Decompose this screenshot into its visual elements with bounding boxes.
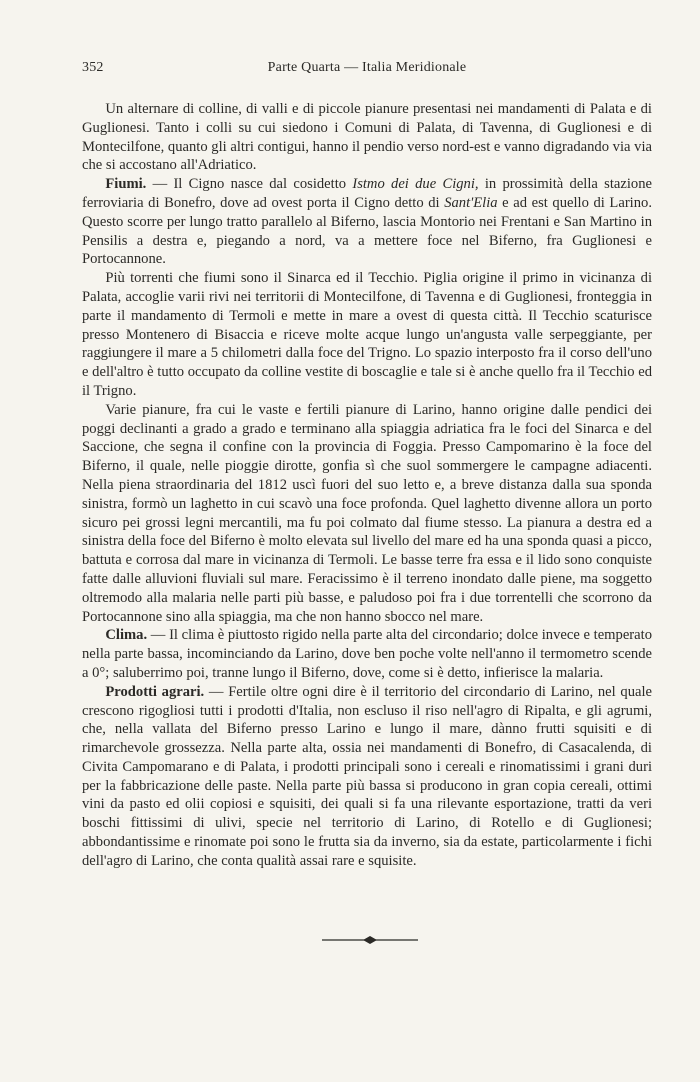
section-heading-clima: Clima. xyxy=(105,627,148,644)
body-text xyxy=(82,100,652,871)
paragraph-text: in prossimità della stazione ferroviaria di Bonefro, dove ad ovest porta il Cigno detto di xyxy=(82,176,652,211)
paragraph-rivers xyxy=(82,175,652,269)
section-heading-prodotti-agrari: Prodotti agrari. xyxy=(105,683,205,700)
paragraph-text: — Il clima è piuttosto rigido nella parte alta del circondario; dolce invece e temperato nella parte bassa, incominciando da Larino, dove ben poche volte nell'anno il termometro scende a 0°; saluberrimo poi, tranne lungo il Biferno, dove, come si è detto, infierisce la malaria. xyxy=(82,627,652,681)
paragraph-text: Più torrenti che fiumi sono il Sinarca ed il Tecchio. Piglia origine il primo in vicinanza di Palata, accoglie varii rivi nei territorii di Montecilfone, di Tavenna e di Guglionesi, fronteggia in parte il mandamento di Termoli e mette in mare a ovest di questa città. Il Tecchio scaturisce presso Montenero di Bisaccia e riceve molte acque lungo un'angusta valle serpeggiante, per raggiungere il mare a 5 chilometri dalla foce del Trigno. Lo spazio interposto fra il corso dell'uno e dell'altro è tutto occupato da colline vestite di boscaglie e tale si è anche quello fra il Tecchio ed il Trigno. xyxy=(82,270,652,399)
paragraph-text: e ad est quello di Larino. Questo scorre per lungo tratto parallelo al Biferno, lascia Montorio nei Frentani e San Martino in Pensilis a destra e, piegando a nord, va a mettere foce nel Biferno, fra Guglionesi e Portocannone. xyxy=(82,194,652,268)
section-end-ornament xyxy=(322,935,418,945)
paragraph-text: Un alternare di colline, di valli e di piccole pianure presentasi nei mandamenti di Palata e di Guglionesi. Tanto i colli su cui siedono i Comuni di Palata, di Tavenna, di Guglionesi e di Montecilfone, quanto gli altri contigui, hanno il pendio verso nord-est e vanno digradando via via che si accostano all'Adriatico. xyxy=(82,101,652,174)
paragraph-climate xyxy=(82,626,652,682)
paragraph-plains xyxy=(82,401,652,627)
paragraph-hills xyxy=(82,100,652,175)
paragraph-agriculture xyxy=(82,683,652,871)
section-heading-fiumi: Fiumi. xyxy=(105,176,147,193)
italic-term: Istmo dei due Cigni, xyxy=(352,176,479,193)
paragraph-text: — Il Cigno nasce dal cosidetto xyxy=(146,176,353,193)
paragraph-torrents xyxy=(82,269,652,401)
italic-term: Sant'Elia xyxy=(444,194,498,211)
paragraph-text: — Fertile oltre ogni dire è il territorio del circondario di Larino, nel quale crescono rigogliosi tutti i prodotti d'Italia, non escluso il riso nell'agro di Ripalta, e gli agrumi, che, nella vallata del Biferno presso Larino e lungo il mare, dànno frutti squisiti e di rimarchevole grossezza. Nella parte alta, ossia nei mandamenti di Bonefro, di Casacalenda, di Civita Campomarano e di Palata, i prodotti principali sono i cereali e rinomatissimi i grani duri per la fabbricazione delle paste. Nella parte più bassa si producono in gran copia cereali, ottimi vini da pasto ed olii copiosi e squisiti, dei quali si fa una rilevante esportazione, tratti da veri boschi fittissimi di ulivi, specie nel territorio di Larino, di Rotello e di Guglionesi; abbondantissime e rinomate poi sono le frutta sia da inverno, sia da estate, particolarmente i fichi dell'agro di Larino, che conta qualità assai rare e squisite. xyxy=(82,683,652,869)
paragraph-text: Varie pianure, fra cui le vaste e fertili pianure di Larino, hanno origine dalle pendici dei poggi declinanti a grado a grado e terminano alla spiaggia adriatica fra le foci del Sinarca e del Saccione, che segna il confine con la provincia di Foggia. Presso Campomarino è la foce del Biferno, il quale, nelle pioggie dirotte, gonfia sì che suol sommergere le campagne adiacenti. Nella piena straordinaria del 1812 uscì fuori del suo letto e, a breve distanza dalla sua sponda sinistra, formò un laghetto in cui scavò una foce profonda. Quel laghetto divenne allora un porto sicuro pei grossi legni mercantili, ma fu poi colmato dal fiume stesso. La pianura a destra ed a sinistra della foce del Biferno è molto elevata sul livello del mare ed ha una sponda quasi a picco, battuta e corrosa dal mare in vicinanza di Termoli. Le basse terre fra essa e il lido sono conquiste fatte dalle alluvioni fluviali sul mare. Feracissimo è il terreno inondato dalle piene, ma soggetto oltremodo alla malaria nelle parti più basse, e paludoso poi fra i due torrentelli che scorrono da Portocannone sino alla spiaggia, ma che non hanno sbocco nel mare. xyxy=(82,401,652,625)
page-number: 352 xyxy=(82,60,104,75)
running-title: Parte Quarta — Italia Meridionale xyxy=(267,60,467,75)
